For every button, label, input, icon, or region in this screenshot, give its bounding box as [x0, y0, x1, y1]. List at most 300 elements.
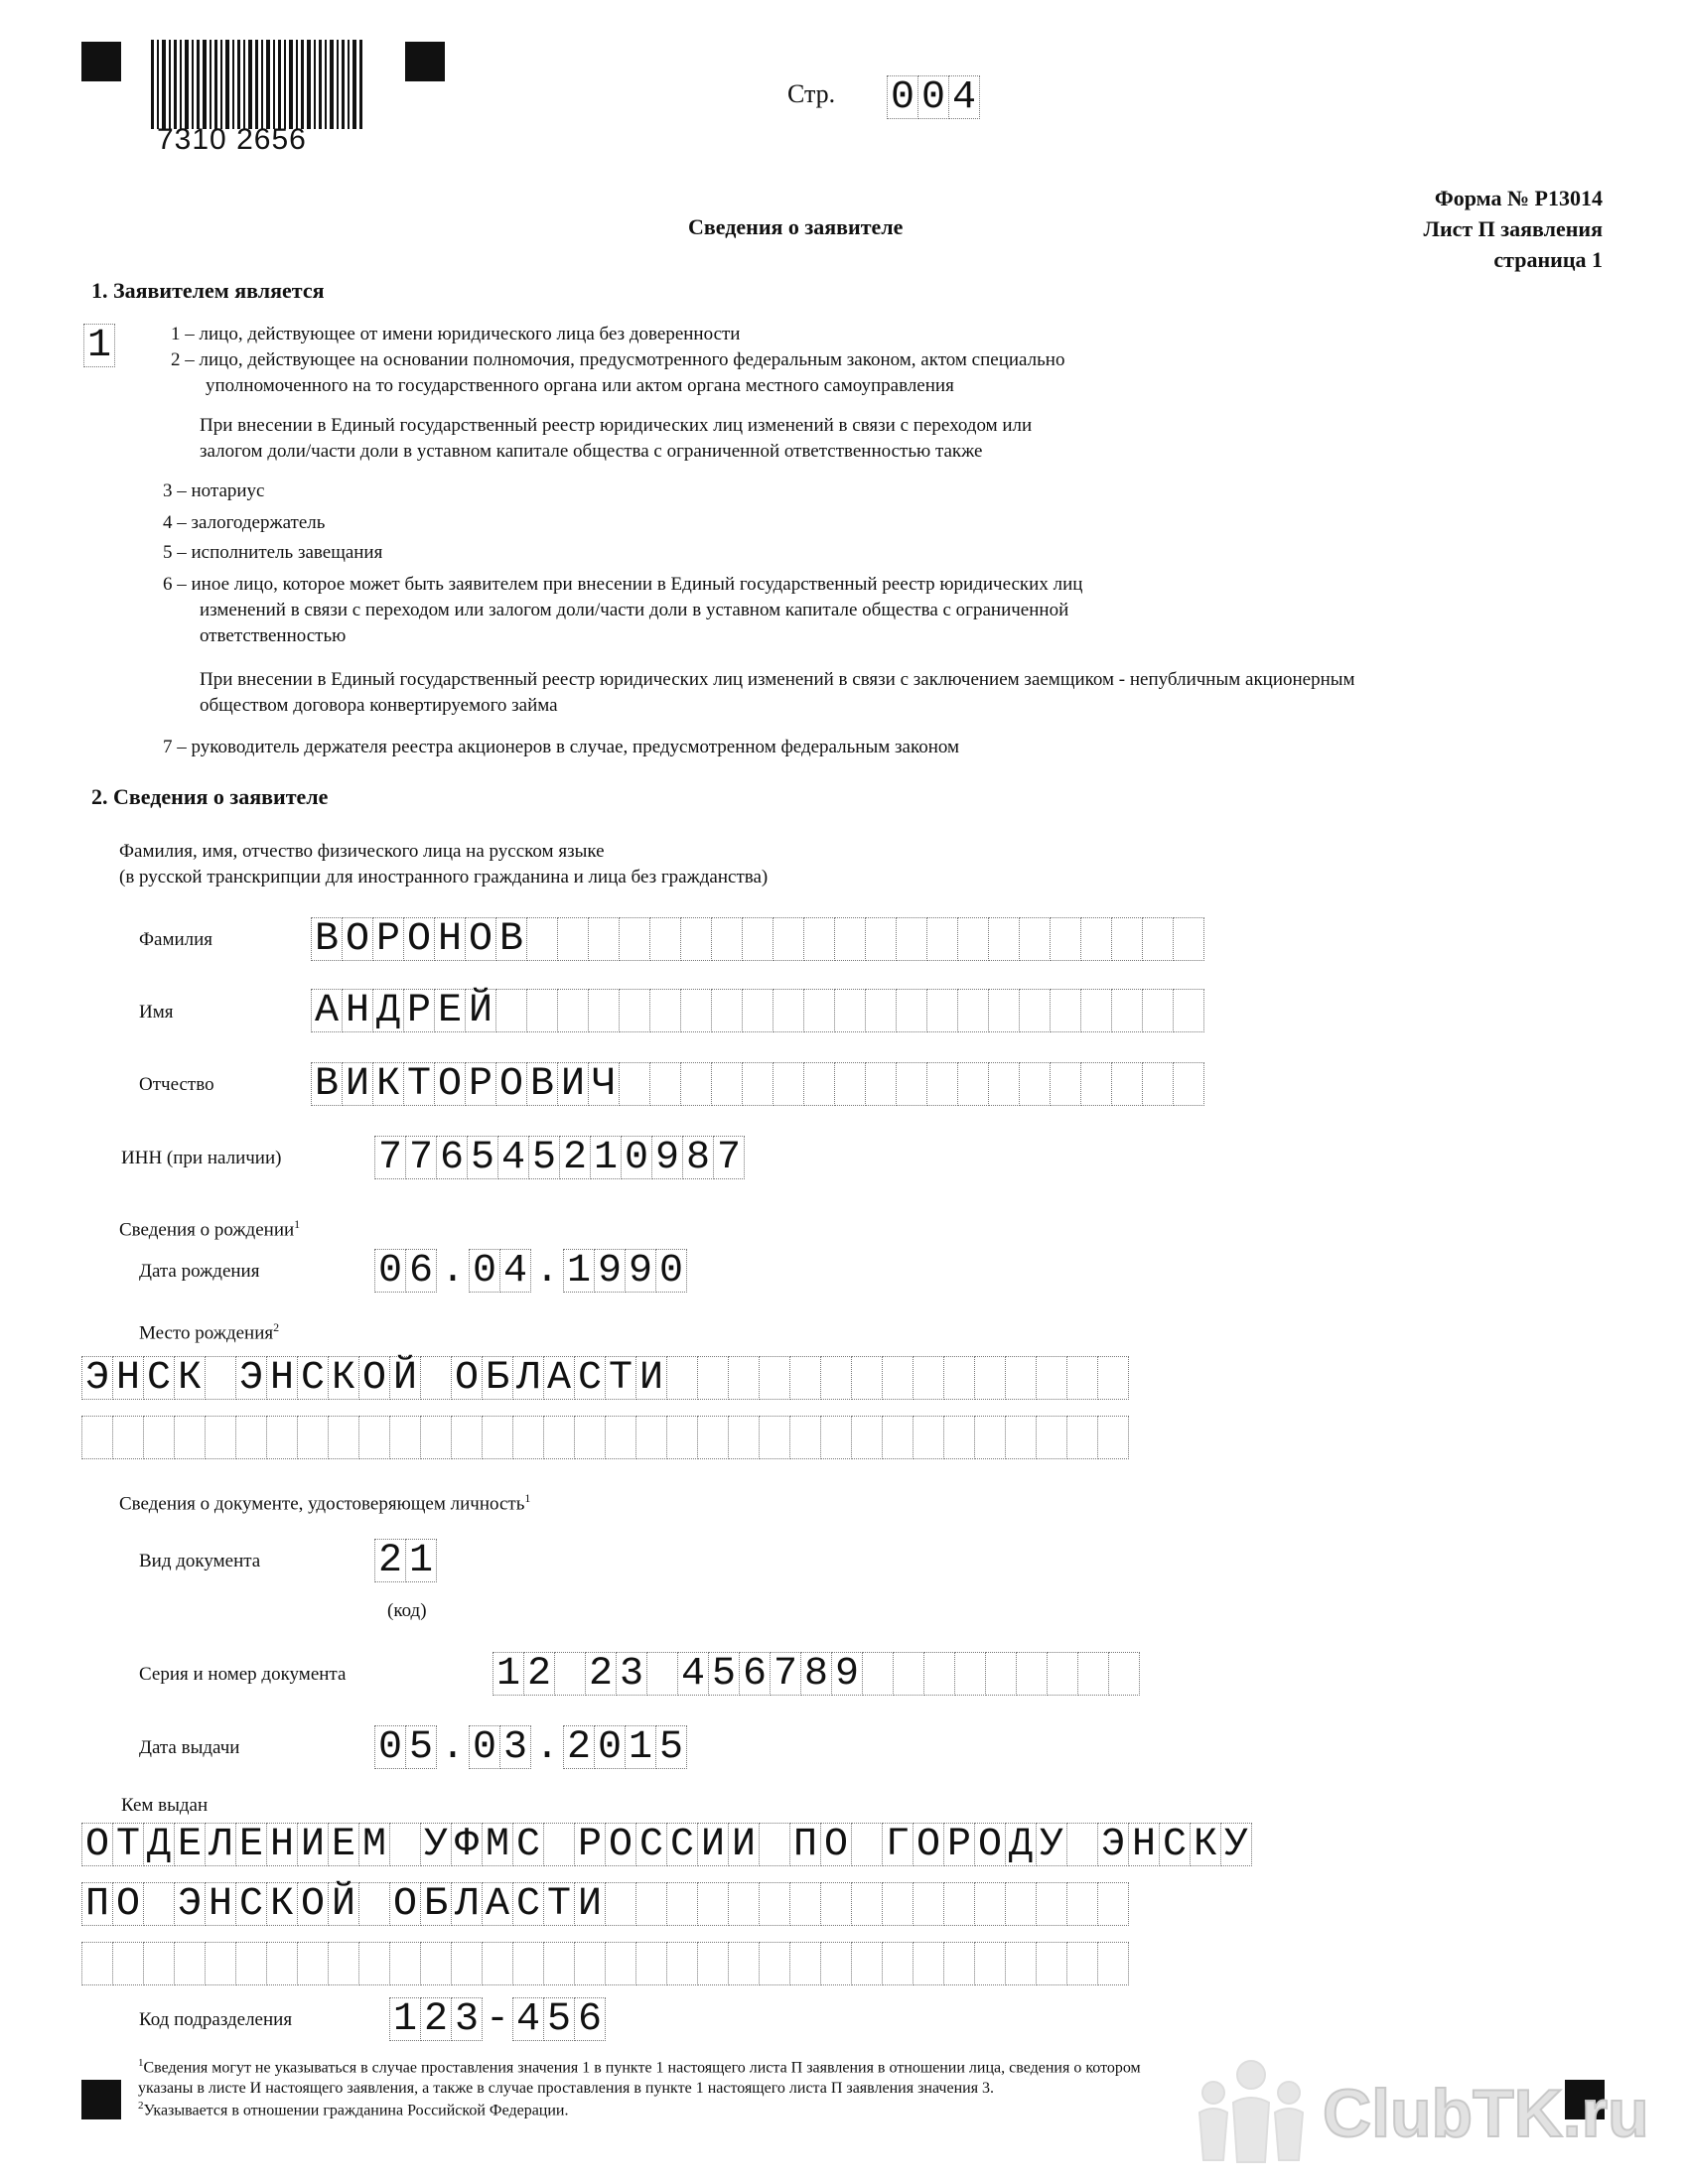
char-cell: [174, 1942, 206, 1985]
name-field[interactable]: [311, 989, 1203, 1032]
char-cell: [803, 1062, 835, 1106]
char-cell: -: [485, 1996, 509, 2042]
char-cell: [943, 1416, 975, 1459]
char-cell: О: [81, 1823, 113, 1866]
char-cell: Н: [205, 1882, 236, 1926]
char-cell: [988, 989, 1020, 1032]
char-cell: Т: [112, 1823, 144, 1866]
char-cell: [526, 917, 558, 961]
char-cell: [923, 1652, 955, 1696]
char-cell: [773, 1062, 804, 1106]
char-cell: [803, 917, 835, 961]
char-cell: [697, 1882, 729, 1926]
char-cell: [926, 1062, 958, 1106]
char-cell: [803, 989, 835, 1032]
char-cell: У: [1036, 1823, 1067, 1866]
char-cell: [680, 917, 712, 961]
char-cell: [358, 1882, 390, 1926]
char-cell: [1047, 1652, 1078, 1696]
option-line: При внесении в Единый государственный реестр юридических лиц изменений в связи с заключением заемщиком - непубличным акционерным: [200, 669, 1355, 690]
char-cell: [543, 1416, 575, 1459]
char-cell: [389, 1416, 421, 1459]
char-cell: [649, 1062, 681, 1106]
char-cell: [1019, 917, 1051, 961]
char-cell: 0: [469, 1725, 500, 1769]
char-cell: 8: [682, 1136, 714, 1179]
char-cell: 2: [563, 1725, 595, 1769]
char-cell: Т: [543, 1882, 575, 1926]
char-cell: С: [1159, 1823, 1191, 1866]
char-cell: Э: [81, 1356, 113, 1400]
char-cell: [896, 1062, 927, 1106]
char-cell: 1: [405, 1539, 437, 1582]
char-cell: О: [297, 1882, 329, 1926]
char-cell: [1097, 1416, 1129, 1459]
char-cell: 6: [405, 1249, 437, 1293]
char-cell: [789, 1942, 821, 1985]
char-cell: 6: [436, 1136, 468, 1179]
char-cell: [957, 1062, 989, 1106]
char-cell: С: [512, 1882, 544, 1926]
char-cell: [235, 1942, 267, 1985]
char-cell: С: [635, 1823, 667, 1866]
char-cell: Р: [465, 1062, 496, 1106]
char-cell: [834, 989, 866, 1032]
char-cell: [728, 1942, 760, 1985]
doc-info-label: [119, 1485, 530, 1517]
char-cell: [820, 1942, 852, 1985]
char-cell: [512, 1942, 544, 1985]
char-cell: [1016, 1652, 1048, 1696]
char-cell: [666, 1882, 698, 1926]
char-cell: Д: [372, 989, 404, 1032]
char-cell: [1080, 989, 1112, 1032]
char-cell: [143, 1416, 175, 1459]
char-cell: [1142, 989, 1174, 1032]
char-cell: Е: [434, 989, 466, 1032]
char-cell: Е: [235, 1823, 267, 1866]
char-cell: [789, 1416, 821, 1459]
form-header: [1424, 183, 1603, 275]
option-line: изменений в связи с переходом или залогом доли/части доли в уставном капитале общества с ограниченной: [200, 600, 1069, 620]
char-cell: [1142, 917, 1174, 961]
char-cell: [773, 989, 804, 1032]
char-cell: [711, 989, 743, 1032]
char-cell: 9: [594, 1249, 626, 1293]
inn-label: ИНН (при наличии): [121, 1148, 282, 1168]
char-cell: К: [266, 1882, 298, 1926]
char-cell: [957, 989, 989, 1032]
char-cell: П: [789, 1823, 821, 1866]
char-cell: Й: [389, 1356, 421, 1400]
char-cell: 2: [374, 1539, 406, 1582]
option-line: 4 – залогодержатель: [163, 512, 326, 533]
char-cell: С: [297, 1356, 329, 1400]
char-cell: [954, 1652, 986, 1696]
birth-place-line2[interactable]: [81, 1416, 1128, 1459]
fio-note-1: Фамилия, имя, отчество физического лица на русском языке: [119, 841, 605, 862]
form-page: страница 1: [1493, 247, 1603, 272]
surname-label: Фамилия: [139, 929, 213, 950]
char-cell: [389, 1823, 421, 1866]
char-cell: [851, 1416, 883, 1459]
issued-by-line1[interactable]: [81, 1823, 1251, 1866]
char-cell: [926, 989, 958, 1032]
char-cell: Ч: [588, 1062, 620, 1106]
char-cell: [985, 1652, 1017, 1696]
char-cell: [619, 917, 650, 961]
char-cell: [1173, 917, 1204, 961]
char-cell: [235, 1416, 267, 1459]
char-cell: [913, 1416, 944, 1459]
char-cell: [205, 1356, 236, 1400]
birth-info-label: [119, 1211, 300, 1243]
char-cell: 1: [492, 1652, 524, 1696]
char-cell: [81, 1416, 113, 1459]
char-cell: [728, 1416, 760, 1459]
char-cell: [988, 917, 1020, 961]
char-cell: [851, 1823, 883, 1866]
char-cell: С: [574, 1356, 606, 1400]
char-cell: [697, 1942, 729, 1985]
birth-date-field[interactable]: [374, 1249, 686, 1293]
char-cell: [882, 1942, 914, 1985]
char-cell: [1036, 1416, 1067, 1459]
char-cell: [957, 917, 989, 961]
char-cell: 1: [590, 1136, 622, 1179]
option-line: обществом договора конвертируемого займа: [200, 695, 558, 716]
char-cell: Д: [143, 1823, 175, 1866]
option-line: При внесении в Единый государственный реестр юридических лиц изменений в связи с переходом или: [200, 415, 1033, 436]
char-cell: [1066, 1356, 1098, 1400]
char-cell: 3: [616, 1652, 647, 1696]
char-cell: [482, 1416, 513, 1459]
char-cell: [820, 1416, 852, 1459]
char-cell: .: [534, 1248, 559, 1294]
char-cell: [1036, 1356, 1067, 1400]
char-cell: 9: [651, 1136, 683, 1179]
char-cell: [759, 1823, 790, 1866]
char-cell: [328, 1942, 359, 1985]
surname-field[interactable]: [311, 917, 1203, 961]
char-cell: [543, 1942, 575, 1985]
char-cell: [1005, 1356, 1037, 1400]
footnote-ref: 1: [294, 1217, 301, 1231]
issued-by-line2[interactable]: [81, 1882, 1128, 1926]
footnote-2-mark: 2: [138, 2100, 144, 2112]
char-cell: [1173, 1062, 1204, 1106]
section2-heading: 2. Сведения о заявителе: [91, 784, 329, 809]
char-cell: [588, 917, 620, 961]
char-cell: И: [574, 1882, 606, 1926]
char-cell: [943, 1882, 975, 1926]
birth-place-line1[interactable]: [81, 1356, 1128, 1400]
char-cell: 7: [405, 1136, 437, 1179]
char-cell: 1: [625, 1725, 656, 1769]
char-cell: 0: [621, 1136, 652, 1179]
char-cell: [605, 1882, 636, 1926]
doc-number-field[interactable]: [492, 1652, 1139, 1696]
char-cell: [697, 1416, 729, 1459]
page-number-cell: 4: [948, 75, 980, 119]
char-cell: .: [440, 1724, 465, 1770]
char-cell: [974, 1942, 1006, 1985]
char-cell: Н: [434, 917, 466, 961]
char-cell: 1: [389, 1997, 421, 2041]
char-cell: [574, 1942, 606, 1985]
char-cell: [495, 989, 527, 1032]
char-cell: 8: [800, 1652, 832, 1696]
footnote-1-text: Сведения могут не указываться в случае проставления значения 1 в пункте 1 настоящего листа П заявления в отношении лица, сведения о котором указаны в листе И настоящего заявления, а также в случае проставления в пункте 1 настоящего листа П заявления значения 3.: [138, 2059, 1141, 2098]
char-cell: Й: [328, 1882, 359, 1926]
char-cell: [789, 1356, 821, 1400]
form-sheet: Лист П заявления: [1423, 216, 1603, 241]
form-number: Форма № Р13014: [1434, 186, 1603, 210]
char-cell: [1066, 1942, 1098, 1985]
char-cell: [759, 1416, 790, 1459]
issued-by-line3[interactable]: [81, 1942, 1128, 1985]
char-cell: [1066, 1416, 1098, 1459]
char-cell: [882, 1882, 914, 1926]
char-cell: [1173, 989, 1204, 1032]
char-cell: [697, 1356, 729, 1400]
watermark: [1182, 2053, 1678, 2172]
corner-marker-top-right: [405, 42, 445, 81]
char-cell: 2: [585, 1652, 617, 1696]
char-cell: [913, 1356, 944, 1400]
char-cell: [1066, 1882, 1098, 1926]
char-cell: [1097, 1882, 1129, 1926]
char-cell: Е: [174, 1823, 206, 1866]
char-cell: [512, 1416, 544, 1459]
char-cell: 5: [543, 1997, 575, 2041]
char-cell: [1142, 1062, 1174, 1106]
char-cell: 2: [420, 1997, 452, 2041]
char-cell: [358, 1942, 390, 1985]
section1-heading: 1. Заявителем является: [91, 278, 325, 303]
char-cell: О: [820, 1823, 852, 1866]
char-cell: [851, 1942, 883, 1985]
footnote-2: [138, 2096, 569, 2120]
option-line: уполномоченного на то государственного органа или актом органа местного самоуправления: [206, 375, 954, 396]
char-cell: [482, 1942, 513, 1985]
char-cell: [742, 917, 774, 961]
char-cell: А: [482, 1882, 513, 1926]
char-cell: [1005, 1882, 1037, 1926]
char-cell: [974, 1356, 1006, 1400]
fio-note-2: (в русской транскрипции для иностранного гражданина и лица без гражданства): [119, 867, 769, 887]
char-cell: 0: [374, 1725, 406, 1769]
page-number-cell: 0: [917, 75, 949, 119]
char-cell: [865, 1062, 897, 1106]
corner-marker-top-left: [81, 42, 121, 81]
char-cell: [926, 917, 958, 961]
char-cell: [666, 1356, 698, 1400]
char-cell: С: [666, 1823, 698, 1866]
birth-place-label: [139, 1314, 279, 1346]
char-cell: 3: [451, 1997, 483, 2041]
char-cell: [557, 989, 589, 1032]
char-cell: [820, 1882, 852, 1926]
char-cell: [451, 1942, 483, 1985]
char-cell: [174, 1416, 206, 1459]
option-line: залогом доли/части доли в уставном капитале общества с ограниченной ответственностью также: [200, 441, 983, 462]
char-cell: [943, 1356, 975, 1400]
char-cell: [619, 989, 650, 1032]
char-cell: 0: [655, 1249, 687, 1293]
char-cell: 7: [770, 1652, 801, 1696]
char-cell: [328, 1416, 359, 1459]
char-cell: О: [974, 1823, 1006, 1866]
char-cell: [680, 1062, 712, 1106]
char-cell: [297, 1416, 329, 1459]
char-cell: [943, 1942, 975, 1985]
patronymic-field[interactable]: [311, 1062, 1203, 1106]
char-cell: Э: [235, 1356, 267, 1400]
char-cell: 5: [467, 1136, 498, 1179]
char-cell: У: [420, 1823, 452, 1866]
char-cell: [574, 1416, 606, 1459]
char-cell: [1050, 917, 1081, 961]
char-cell: 6: [739, 1652, 771, 1696]
char-cell: [1077, 1652, 1109, 1696]
doc-type-code-label: (код): [387, 1600, 427, 1621]
char-cell: [297, 1942, 329, 1985]
char-cell: [649, 917, 681, 961]
char-cell: .: [534, 1724, 559, 1770]
char-cell: [1097, 1942, 1129, 1985]
char-cell: Ф: [451, 1823, 483, 1866]
char-cell: [526, 989, 558, 1032]
char-cell: 4: [499, 1249, 531, 1293]
char-cell: [974, 1416, 1006, 1459]
char-cell: [882, 1356, 914, 1400]
char-cell: И: [728, 1823, 760, 1866]
char-cell: О: [389, 1882, 421, 1926]
char-cell: [649, 989, 681, 1032]
char-cell: К: [1190, 1823, 1221, 1866]
doc-type-field[interactable]: [374, 1539, 436, 1582]
barcode: [149, 40, 367, 157]
char-cell: [1111, 1062, 1143, 1106]
char-cell: [680, 989, 712, 1032]
char-cell: И: [297, 1823, 329, 1866]
char-cell: 1: [563, 1249, 595, 1293]
char-cell: О: [451, 1356, 483, 1400]
char-cell: [557, 917, 589, 961]
division-code-field[interactable]: [389, 1997, 605, 2041]
char-cell: [1080, 1062, 1112, 1106]
char-cell: 3: [499, 1725, 531, 1769]
char-cell: [851, 1356, 883, 1400]
char-cell: [81, 1942, 113, 1985]
char-cell: [605, 1416, 636, 1459]
char-cell: Д: [1005, 1823, 1037, 1866]
char-cell: У: [1220, 1823, 1252, 1866]
char-cell: 4: [677, 1652, 709, 1696]
patronymic-label: Отчество: [139, 1074, 214, 1095]
page-number-grid: [887, 75, 979, 119]
char-cell: [143, 1882, 175, 1926]
char-cell: [834, 1062, 866, 1106]
char-cell: [773, 917, 804, 961]
char-cell: И: [635, 1356, 667, 1400]
char-cell: 2: [523, 1652, 555, 1696]
char-cell: [420, 1416, 452, 1459]
doc-number-label: Серия и номер документа: [139, 1664, 347, 1685]
char-cell: Э: [174, 1882, 206, 1926]
char-cell: 7: [713, 1136, 745, 1179]
char-cell: [1005, 1942, 1037, 1985]
char-cell: Н: [342, 989, 373, 1032]
applicant-type-cell[interactable]: 1: [83, 324, 115, 367]
doc-type-label: Вид документа: [139, 1551, 261, 1571]
char-cell: [1111, 989, 1143, 1032]
char-cell: Н: [266, 1356, 298, 1400]
char-cell: С: [512, 1823, 544, 1866]
char-cell: Л: [512, 1356, 544, 1400]
char-cell: 0: [594, 1725, 626, 1769]
char-cell: Е: [328, 1823, 359, 1866]
char-cell: О: [112, 1882, 144, 1926]
char-cell: [112, 1416, 144, 1459]
corner-marker-bottom-left: [81, 2080, 121, 2119]
footnote-1-mark: 1: [138, 2057, 144, 2069]
char-cell: 9: [831, 1652, 863, 1696]
birth-info-label-text: Сведения о рождении: [119, 1219, 295, 1241]
char-cell: О: [434, 1062, 466, 1106]
issue-date-field[interactable]: [374, 1725, 686, 1769]
applicant-type-input[interactable]: [83, 324, 114, 367]
char-cell: [862, 1652, 894, 1696]
char-cell: 5: [655, 1725, 687, 1769]
char-cell: Б: [482, 1356, 513, 1400]
issued-by-label: Кем выдан: [121, 1795, 209, 1816]
char-cell: [789, 1882, 821, 1926]
char-cell: А: [543, 1356, 575, 1400]
char-cell: [988, 1062, 1020, 1106]
char-cell: [420, 1942, 452, 1985]
option-line: ответственностью: [200, 625, 347, 646]
char-cell: К: [372, 1062, 404, 1106]
char-cell: Р: [372, 917, 404, 961]
char-cell: [635, 1882, 667, 1926]
char-cell: 9: [625, 1249, 656, 1293]
char-cell: К: [174, 1356, 206, 1400]
char-cell: [1066, 1823, 1098, 1866]
char-cell: О: [403, 917, 435, 961]
char-cell: [1111, 917, 1143, 961]
option-line: 1 – лицо, действующее от имени юридического лица без доверенности: [171, 324, 741, 344]
footnote-2-text: Указывается в отношении гражданина Российской Федерации.: [143, 2102, 569, 2119]
char-cell: 2: [559, 1136, 591, 1179]
char-cell: 0: [469, 1249, 500, 1293]
char-cell: [742, 1062, 774, 1106]
inn-field[interactable]: [374, 1136, 744, 1179]
char-cell: С: [235, 1882, 267, 1926]
char-cell: [820, 1356, 852, 1400]
char-cell: [666, 1416, 698, 1459]
char-cell: [389, 1942, 421, 1985]
footnote-1: [138, 2053, 1141, 2099]
char-cell: 4: [512, 1997, 544, 2041]
char-cell: Т: [403, 1062, 435, 1106]
char-cell: Г: [882, 1823, 914, 1866]
char-cell: И: [557, 1062, 589, 1106]
option-line: 3 – нотариус: [163, 480, 265, 501]
char-cell: [666, 1942, 698, 1985]
char-cell: Р: [403, 989, 435, 1032]
